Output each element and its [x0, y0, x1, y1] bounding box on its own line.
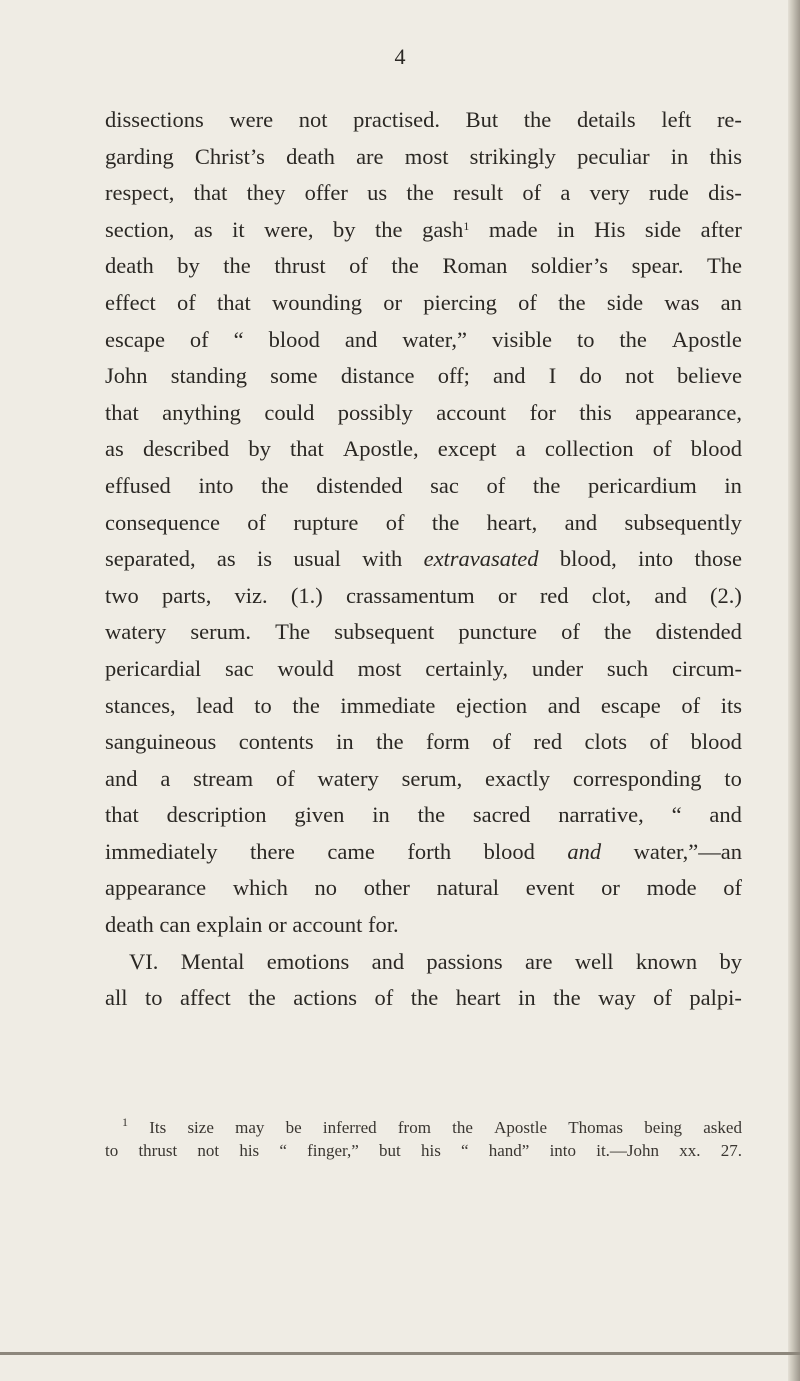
word: heart,: [486, 509, 538, 535]
word: were: [229, 107, 274, 132]
word: serum,: [401, 765, 463, 791]
word: under: [531, 655, 584, 681]
word: peculiar: [577, 143, 650, 169]
word: not: [298, 107, 328, 132]
word: extravasated: [423, 546, 539, 572]
word: or: [383, 289, 402, 315]
text-line: [105, 907, 742, 944]
word: water,”—an: [633, 838, 742, 864]
word: form: [426, 729, 470, 755]
word: Mental: [180, 948, 245, 974]
word: the: [391, 253, 419, 279]
word: that: [193, 180, 228, 206]
footnote-line: [105, 1139, 742, 1162]
word: that: [290, 436, 324, 462]
word: of: [561, 619, 580, 645]
word: subsequent: [334, 619, 435, 645]
word: by: [177, 253, 200, 279]
word: described: [142, 436, 230, 462]
word: those: [694, 546, 742, 572]
word: appearance: [105, 875, 207, 901]
word: came: [327, 838, 375, 864]
word: spear.: [631, 253, 684, 279]
word: for: [529, 399, 556, 425]
word: do: [579, 363, 602, 389]
word: puncture: [458, 619, 538, 645]
word: heart: [455, 985, 501, 1011]
word: of: [247, 509, 267, 535]
word: details: [576, 107, 636, 132]
word: are: [356, 143, 384, 169]
word: respect,: [105, 180, 175, 206]
word: serum.: [190, 619, 251, 645]
page-number: 4: [394, 44, 406, 69]
word: are: [525, 948, 553, 974]
word: after: [700, 216, 742, 242]
word: by: [248, 436, 271, 462]
word: into: [549, 1141, 577, 1160]
word: stream: [193, 765, 254, 791]
text-line: [105, 468, 742, 505]
word: which: [232, 875, 288, 901]
word: two: [105, 582, 139, 608]
word: effused: [105, 472, 171, 498]
word: death can explain or account for.: [105, 912, 399, 938]
word: such: [606, 655, 649, 681]
text-line: [105, 614, 742, 651]
word: the: [523, 107, 552, 132]
word: in: [557, 216, 575, 242]
word: description: [166, 802, 267, 828]
word: mode: [646, 875, 697, 901]
word: the: [452, 1118, 473, 1137]
word: they: [246, 180, 286, 206]
word: re-: [716, 107, 742, 132]
text-line: [105, 578, 742, 615]
word: death: [286, 143, 335, 169]
word: pericardium: [588, 472, 697, 498]
text-line: [105, 395, 742, 432]
word: and: [493, 363, 526, 389]
word: to: [254, 692, 272, 718]
word: of: [681, 692, 701, 718]
word: “: [671, 802, 682, 828]
word: not: [197, 1141, 220, 1160]
word: Apostle: [671, 326, 742, 352]
word: of: [374, 985, 394, 1011]
word: his: [420, 1141, 441, 1160]
word: visible: [491, 326, 552, 352]
word: I: [548, 363, 557, 389]
word: or: [497, 582, 517, 608]
text-line: [105, 541, 742, 578]
word: in: [372, 802, 390, 828]
word: and: [105, 765, 138, 791]
word: the: [292, 692, 320, 718]
word: of: [518, 289, 537, 315]
word: except: [437, 436, 497, 462]
word: escape: [600, 692, 661, 718]
word: given: [294, 802, 345, 828]
text-line: [105, 212, 742, 249]
text-line: [105, 505, 742, 542]
word: VI.: [129, 948, 159, 974]
word: of: [385, 509, 405, 535]
word: in: [336, 729, 354, 755]
word: But: [465, 107, 499, 132]
word: the: [261, 472, 289, 498]
word: His: [594, 216, 626, 242]
word: a: [515, 436, 526, 462]
word: into: [638, 546, 674, 572]
word: by: [333, 216, 356, 242]
word: sacred: [472, 802, 531, 828]
word: lead: [196, 692, 234, 718]
word: Thomas: [568, 1118, 624, 1137]
word: separated,: [105, 546, 196, 572]
word: there: [249, 838, 295, 864]
word: in: [518, 985, 536, 1011]
word: to: [724, 765, 742, 791]
word: wounding: [272, 289, 362, 315]
word: “: [461, 1141, 469, 1160]
word: the: [376, 729, 404, 755]
word: and: [567, 838, 602, 864]
word: finger,”: [307, 1141, 359, 1160]
word: that: [105, 802, 139, 828]
word: and: [709, 802, 742, 828]
page-edge: [788, 0, 800, 1381]
text-line: [105, 870, 742, 907]
word: distended: [655, 619, 742, 645]
word: and: [371, 948, 405, 974]
word: most: [404, 143, 449, 169]
word: blood: [268, 326, 320, 352]
text-line: [105, 322, 742, 359]
word: thrust: [138, 1141, 178, 1160]
word: garding: [105, 143, 174, 169]
word: collection: [544, 436, 634, 462]
word: in: [724, 472, 742, 498]
word: off;: [437, 363, 470, 389]
word: immediate: [340, 692, 436, 718]
word: The: [706, 253, 742, 279]
word: section,: [105, 216, 175, 242]
word: pericardial: [105, 655, 202, 681]
word: strikingly: [469, 143, 556, 169]
word: was: [664, 289, 700, 315]
word: of: [486, 472, 506, 498]
word: of: [653, 985, 672, 1011]
footnote-line: [105, 1116, 742, 1139]
word: account: [436, 399, 507, 425]
word: by: [719, 948, 742, 974]
word: clots: [584, 729, 628, 755]
word: well: [574, 948, 614, 974]
word: and: [547, 692, 581, 718]
word: thrust: [274, 253, 326, 279]
word: very: [589, 180, 630, 206]
word: of: [492, 729, 511, 755]
word: exactly: [485, 765, 551, 791]
word: side: [606, 289, 644, 315]
word: narrative,: [558, 802, 644, 828]
word: appearance,: [635, 399, 742, 425]
word: possibly: [337, 399, 413, 425]
text-line: [105, 797, 742, 834]
word: practised.: [353, 107, 440, 132]
text-line: [105, 834, 742, 871]
word: result: [453, 180, 504, 206]
text-line: [105, 724, 742, 761]
word: of: [275, 765, 295, 791]
text-line: [105, 139, 742, 176]
word: 1: [122, 1115, 128, 1129]
word: could: [264, 399, 315, 425]
word: of: [177, 289, 196, 315]
word: known: [635, 948, 698, 974]
bottom-rule: [0, 1352, 800, 1355]
word: no: [314, 875, 338, 901]
footnotes: [105, 1116, 742, 1162]
word: made: [488, 216, 538, 242]
word: “: [233, 326, 244, 352]
word: xx.: [679, 1141, 701, 1160]
word: The: [275, 619, 311, 645]
text-line: [105, 761, 742, 798]
word: soldier’s: [530, 253, 609, 279]
word: is: [257, 546, 273, 572]
word: side: [644, 216, 682, 242]
word: the: [248, 985, 276, 1011]
word: effect: [105, 289, 156, 315]
word: to: [144, 985, 163, 1011]
text-line: [105, 175, 742, 212]
word: 27.: [720, 1141, 742, 1160]
word: to: [105, 1141, 119, 1160]
word: of: [349, 253, 368, 279]
word: rude: [648, 180, 689, 206]
word: certainly,: [425, 655, 509, 681]
word: forth: [407, 838, 452, 864]
word: Its: [149, 1118, 167, 1137]
word: subsequently: [624, 509, 742, 535]
word: the: [223, 253, 251, 279]
word: the: [604, 619, 632, 645]
word: us: [367, 180, 388, 206]
word: were,: [264, 216, 314, 242]
word: Christ’s: [194, 143, 265, 169]
word: way: [598, 985, 636, 1011]
word: this: [709, 143, 742, 169]
word: all: [105, 985, 128, 1011]
word: this: [579, 399, 612, 425]
word: a: [560, 180, 571, 206]
word: event: [525, 875, 575, 901]
word: the: [619, 326, 647, 352]
word: red: [533, 729, 563, 755]
word: left: [661, 107, 692, 132]
word: contents: [238, 729, 314, 755]
word: the: [431, 509, 460, 535]
word: sac: [430, 472, 459, 498]
word: the: [558, 289, 586, 315]
word: watery: [105, 619, 167, 645]
word: piercing: [423, 289, 497, 315]
word: dissections: [105, 107, 204, 132]
text-line: [105, 248, 742, 285]
word: sac: [225, 655, 254, 681]
word: inferred: [322, 1118, 377, 1137]
word: his: [239, 1141, 260, 1160]
word: or: [601, 875, 620, 901]
word: the: [553, 985, 581, 1011]
word: watery: [317, 765, 379, 791]
word: into: [198, 472, 234, 498]
word: of: [723, 875, 742, 901]
word: the: [417, 802, 446, 828]
word: dis-: [708, 180, 742, 206]
word: water,”: [402, 326, 467, 352]
word: red: [539, 582, 569, 608]
word: asked: [703, 1118, 742, 1137]
word: the: [375, 216, 403, 242]
word: John: [105, 363, 148, 389]
word: of: [522, 180, 542, 206]
text-line: [105, 358, 742, 395]
word: size: [187, 1118, 214, 1137]
word: be: [285, 1118, 302, 1137]
word: distance: [340, 363, 415, 389]
word: the: [410, 985, 439, 1011]
word: to: [576, 326, 595, 352]
word: hand”: [488, 1141, 530, 1160]
word: distended: [316, 472, 403, 498]
word: and: [344, 326, 378, 352]
word: in: [670, 143, 689, 169]
word: ejection: [455, 692, 528, 718]
word: sanguineous: [105, 729, 217, 755]
word: of: [652, 436, 672, 462]
word: believe: [677, 363, 742, 389]
word: passions: [426, 948, 503, 974]
word: stances,: [105, 692, 176, 718]
word: usual: [293, 546, 341, 572]
word: from: [397, 1118, 431, 1137]
word: some: [270, 363, 318, 389]
word: a: [160, 765, 171, 791]
word: would: [277, 655, 334, 681]
word: palpi-: [689, 985, 742, 1011]
word: other: [363, 875, 410, 901]
word: most: [357, 655, 402, 681]
word: Roman: [442, 253, 508, 279]
word: (2.): [710, 582, 742, 608]
word: the: [406, 180, 434, 206]
word: “: [279, 1141, 287, 1160]
word: and: [654, 582, 687, 608]
word: offer: [304, 180, 348, 206]
word: clot,: [591, 582, 632, 608]
word: blood: [690, 729, 742, 755]
word: circum-: [671, 655, 742, 681]
text-line: [105, 102, 742, 139]
word: with: [362, 546, 403, 572]
word: escape: [105, 326, 165, 352]
word: it.—John: [596, 1141, 660, 1160]
word: of: [649, 729, 669, 755]
word: Apostle,: [342, 436, 419, 462]
word: and: [564, 509, 598, 535]
word: that: [105, 399, 139, 425]
word: an: [720, 289, 742, 315]
word: as: [193, 216, 213, 242]
word: as: [105, 436, 124, 462]
text-line: [105, 285, 742, 322]
text-line: [105, 651, 742, 688]
word: blood: [690, 436, 742, 462]
word: consequence: [105, 509, 220, 535]
word: it: [232, 216, 245, 242]
word: Apostle: [494, 1118, 548, 1137]
word: natural: [436, 875, 500, 901]
text-line: [105, 431, 742, 468]
body-text: [105, 102, 742, 1017]
word: anything: [162, 399, 241, 425]
word: blood: [483, 838, 535, 864]
word: (1.): [290, 582, 323, 608]
word: as: [216, 546, 236, 572]
word: crassamentum: [345, 582, 475, 608]
word: emotions: [266, 948, 350, 974]
word: death: [105, 253, 154, 279]
word: but: [379, 1141, 401, 1160]
text-line: [105, 980, 742, 1017]
word: gash$^1$: [422, 216, 470, 242]
word: parts,: [161, 582, 212, 608]
word: affect: [179, 985, 231, 1011]
word: the: [532, 472, 561, 498]
word: its: [720, 692, 742, 718]
text-line: [105, 688, 742, 725]
word: being: [644, 1118, 683, 1137]
word: immediately: [105, 838, 218, 864]
word: that: [217, 289, 251, 315]
word: rupture: [293, 509, 359, 535]
word: standing: [170, 363, 247, 389]
word: corresponding: [572, 765, 702, 791]
word: blood,: [559, 546, 617, 572]
word: of: [189, 326, 209, 352]
text-line: [105, 944, 742, 981]
word: viz.: [234, 582, 268, 608]
word: may: [235, 1118, 265, 1137]
word: actions: [293, 985, 357, 1011]
word: not: [625, 363, 654, 389]
